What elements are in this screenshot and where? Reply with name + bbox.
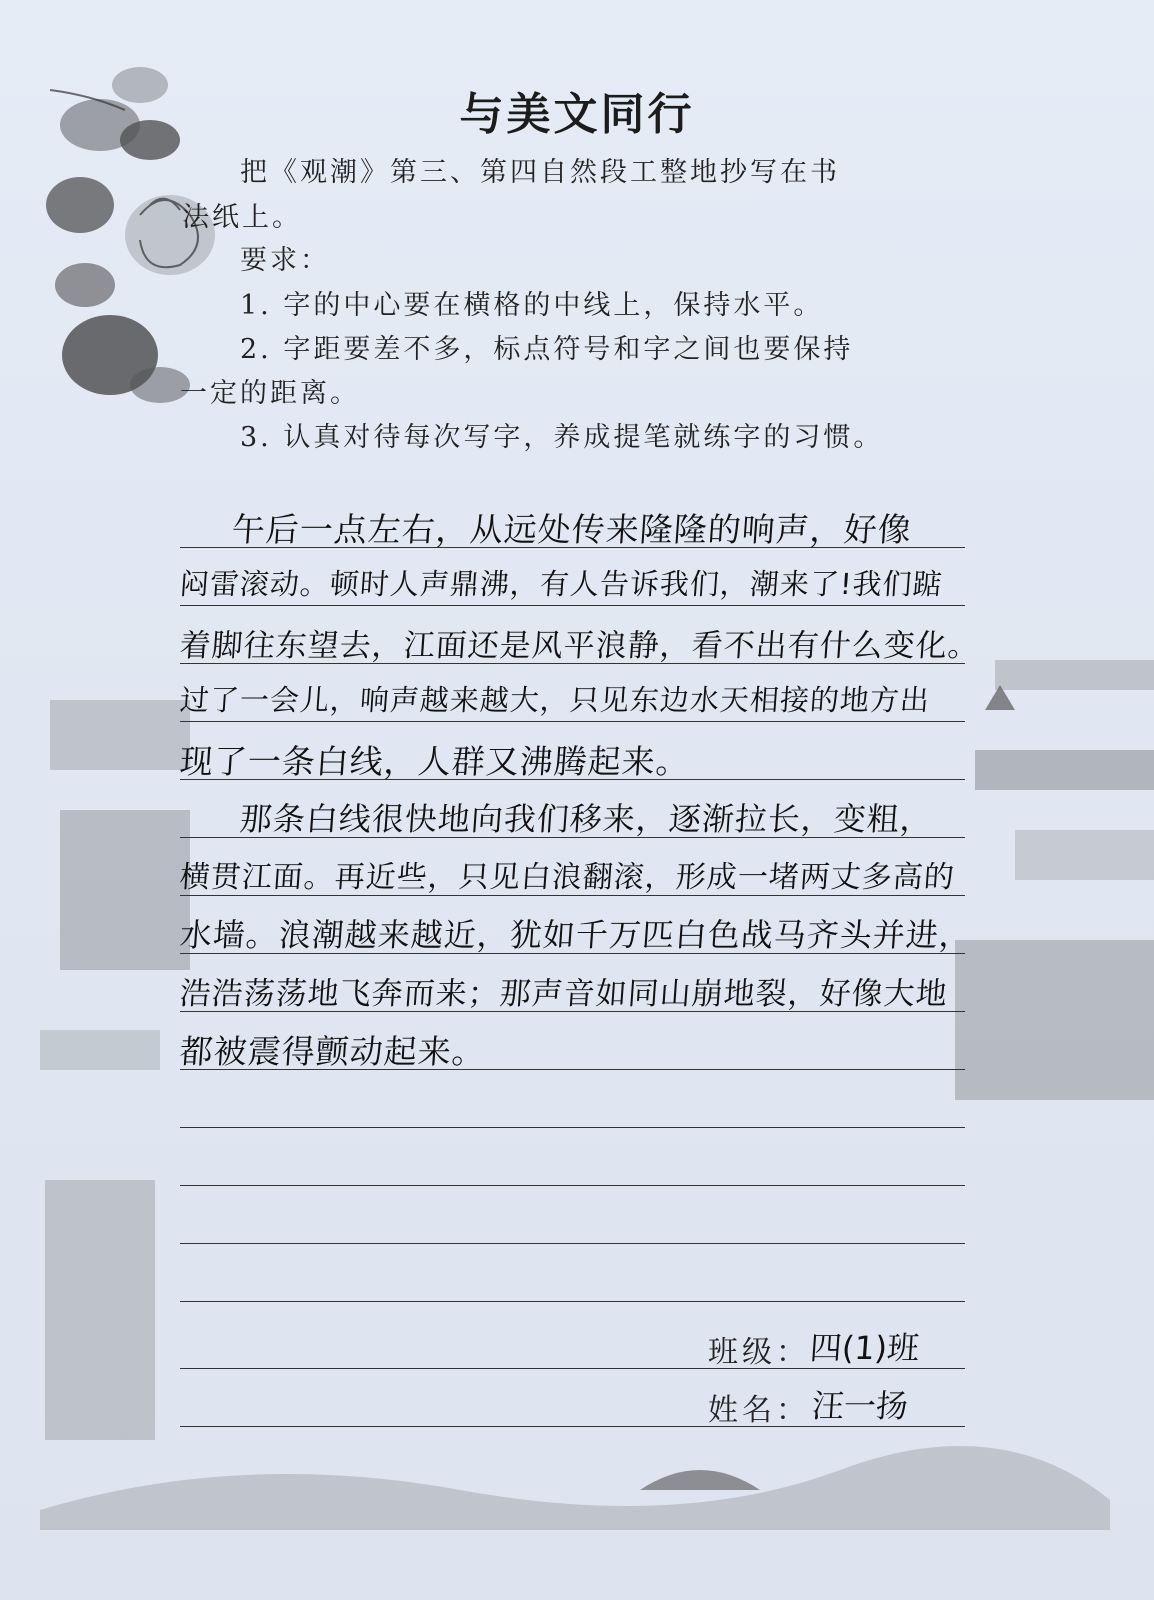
requirement-item: 2. 字距要差不多，标点符号和字之间也要保持 (240, 334, 854, 365)
handwriting-line: 闷雷滚动。顿时人声鼎沸，有人告诉我们，潮来了!我们踮 (178, 567, 944, 601)
handwriting-line: 着脚往东望去，江面还是风平浪静，看不出有什么变化。 (178, 628, 982, 664)
handwriting-line: 过了一会儿，响声越来越大，只见东边水天相接的地方出 (178, 683, 932, 717)
ruled-line (180, 1127, 965, 1128)
page-title: 与美文同行 (459, 89, 695, 140)
requirement-item: 一定的距离。 (180, 378, 360, 409)
handwriting-line: 浩浩荡荡地飞奔而来；那声音如同山崩地裂，好像大地 (178, 976, 950, 1012)
name-label: 姓名： (708, 1393, 810, 1428)
mountain-wash-left (40, 700, 190, 1460)
ruled-line (180, 605, 965, 606)
ruled-line (180, 1243, 965, 1244)
ruled-line (180, 1185, 965, 1186)
class-label: 班级： (708, 1335, 810, 1370)
ruled-line (180, 721, 965, 722)
handwriting-line: 午后一点左右，从远处传来隆隆的响声，好像 (230, 510, 914, 549)
handwriting-line: 现了一条白线，人群又沸腾起来。 (178, 742, 692, 781)
handwriting-line: 横贯江面。再近些，只见白浪翻滚，形成一堵两丈多高的 (178, 860, 956, 895)
name-value: 汪一扬 (810, 1387, 910, 1425)
requirement-item: 3. 认真对待每次写字，养成提笔就练字的习惯。 (240, 422, 884, 453)
handwriting-line: 都被震得颤动起来。 (178, 1032, 488, 1071)
handwriting-line: 那条白线很快地向我们移来，逐渐拉长，变粗， (238, 800, 935, 838)
class-value: 四(1)班 (808, 1329, 921, 1367)
handwriting-line: 水墙。浪潮越来越近，犹如千万匹白色战马齐头并进， (178, 916, 974, 954)
requirement-item: 1. 字的中心要在横格的中线上，保持水平。 (240, 290, 824, 321)
mountain-wash-right (955, 640, 1154, 1120)
ruled-line (180, 1301, 965, 1302)
requirements-label: 要求： (240, 245, 330, 276)
instruction-line: 法纸上。 (182, 202, 302, 233)
instruction-line: 把《观潮》第三、第四自然段工整地抄写在书 (240, 157, 840, 188)
mountain-wash-bottom (40, 1410, 1110, 1530)
